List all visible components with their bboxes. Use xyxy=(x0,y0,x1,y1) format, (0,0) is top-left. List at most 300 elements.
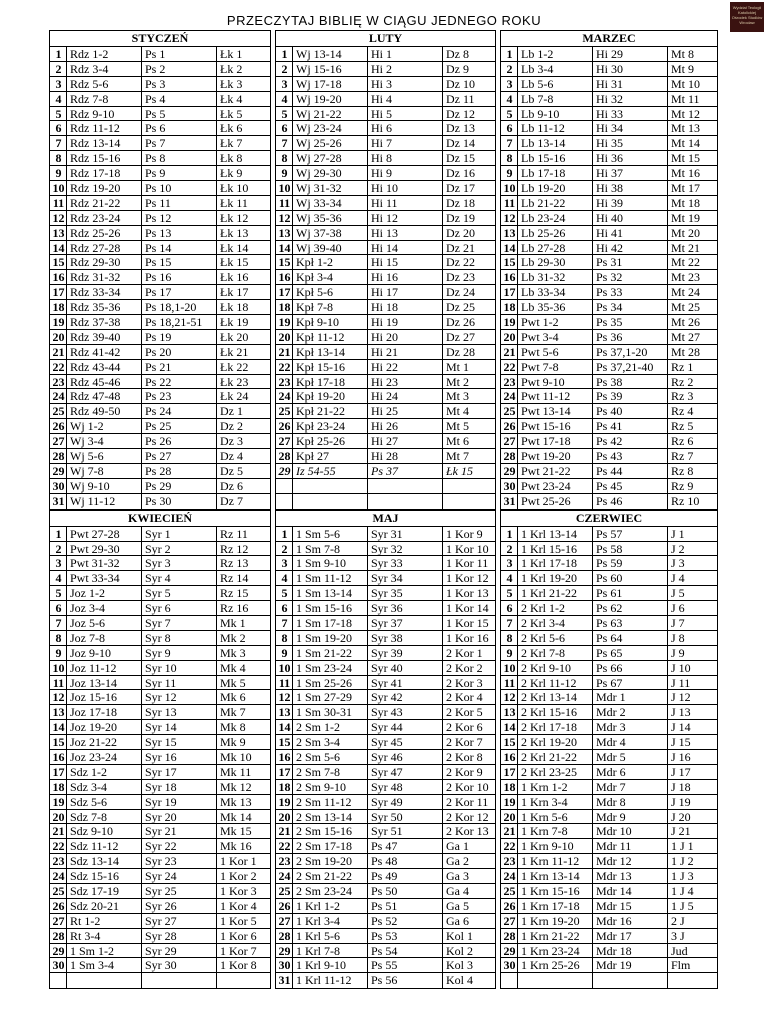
quarter-block xyxy=(49,30,718,510)
reading-psalm: Syr 46 xyxy=(368,750,443,764)
table-row xyxy=(50,211,270,226)
reading-psalm: Ps 58 xyxy=(593,542,668,556)
reading-ot: 1 Sm 25-26 xyxy=(293,676,368,690)
reading-nt: Rz 13 xyxy=(220,556,249,571)
reading-psalm: Mdr 16 xyxy=(593,914,668,928)
reading-ot: Rt 3-4 xyxy=(67,929,142,943)
reading-psalm: Mdr 5 xyxy=(593,750,668,764)
reading-ot: 1 Krn 9-10 xyxy=(518,839,593,853)
reading-ot: Wj 19-20 xyxy=(293,92,368,106)
table-row xyxy=(276,571,495,586)
table-row xyxy=(501,542,717,557)
reading-ot: Lb 11-12 xyxy=(518,121,593,135)
table-row xyxy=(50,375,270,390)
reading-psalm: Mdr 6 xyxy=(593,765,668,779)
reading-psalm: Syr 5 xyxy=(142,586,217,600)
day-number: 4 xyxy=(276,571,293,585)
table-row xyxy=(501,270,717,285)
reading-ot: Joz 7-8 xyxy=(67,631,142,645)
reading-nt: Dz 21 xyxy=(446,240,475,255)
day-number: 25 xyxy=(276,884,293,898)
table-row xyxy=(276,241,495,256)
reading-psalm: Syr 13 xyxy=(142,705,217,719)
reading-nt: Rz 3 xyxy=(671,389,694,404)
table-row xyxy=(50,542,270,557)
table-row xyxy=(276,958,495,973)
table-row xyxy=(501,300,717,315)
reading-nt: Mk 12 xyxy=(220,779,252,794)
reading-psalm: Ps 35 xyxy=(593,315,668,329)
table-row xyxy=(276,914,495,929)
table-row xyxy=(50,735,270,750)
table-row xyxy=(50,720,270,735)
reading-ot: Lb 33-34 xyxy=(518,285,593,299)
reading-nt: Dz 8 xyxy=(446,47,469,61)
day-number xyxy=(276,479,293,493)
reading-ot: 1 Krn 3-4 xyxy=(518,795,593,809)
day-number: 12 xyxy=(501,690,518,704)
reading-nt: Dz 19 xyxy=(446,210,475,225)
reading-ot: Rdz 39-40 xyxy=(67,330,142,344)
reading-ot: Sdz 15-16 xyxy=(67,869,142,883)
reading-ot: Wj 25-26 xyxy=(293,136,368,150)
day-number: 13 xyxy=(276,705,293,719)
reading-ot: 1 Krl 7-8 xyxy=(293,944,368,958)
reading-nt: Łk 19 xyxy=(220,315,249,329)
day-number: 12 xyxy=(501,211,518,225)
day-number: 19 xyxy=(50,795,67,809)
reading-nt: Dz 25 xyxy=(446,300,475,315)
table-row xyxy=(50,661,270,676)
reading-ot: Kpł 19-20 xyxy=(293,389,368,403)
table-row xyxy=(50,449,270,464)
reading-nt: Mt 21 xyxy=(671,240,701,255)
reading-ot: Rdz 31-32 xyxy=(67,270,142,284)
reading-nt: Dz 16 xyxy=(446,166,475,181)
day-number: 24 xyxy=(276,389,293,403)
table-row xyxy=(50,151,270,166)
day-number: 14 xyxy=(50,720,67,734)
reading-ot: Kpł 27 xyxy=(293,449,368,463)
table-row xyxy=(50,434,270,449)
reading-nt: 2 Kor 2 xyxy=(446,660,483,675)
reading-psalm xyxy=(368,479,443,493)
month-name: MARZEC xyxy=(501,31,717,47)
reading-nt: Flm xyxy=(671,958,691,973)
day-number: 6 xyxy=(276,121,293,135)
reading-psalm: Hi 22 xyxy=(368,360,443,374)
table-row xyxy=(50,944,270,959)
reading-psalm: Ps 3 xyxy=(142,77,217,91)
reading-psalm: Syr 38 xyxy=(368,631,443,645)
reading-ot: 1 Sm 30-31 xyxy=(293,705,368,719)
table-row xyxy=(276,330,495,345)
reading-psalm: Ps 19 xyxy=(142,330,217,344)
reading-ot: Rdz 47-48 xyxy=(67,389,142,403)
reading-ot: Sdz 20-21 xyxy=(67,899,142,913)
table-row xyxy=(501,479,717,494)
reading-ot: Pwt 27-28 xyxy=(67,527,142,541)
reading-nt: J 7 xyxy=(671,615,685,630)
day-number: 23 xyxy=(276,854,293,868)
reading-ot: Joz 5-6 xyxy=(67,616,142,630)
reading-psalm: Ps 59 xyxy=(593,556,668,570)
reading-psalm: Ps 20 xyxy=(142,345,217,359)
reading-psalm: Ps 7 xyxy=(142,136,217,150)
reading-psalm: Ps 32 xyxy=(593,270,668,284)
reading-nt: Mt 6 xyxy=(446,434,470,449)
day-number: 12 xyxy=(276,211,293,225)
table-row xyxy=(276,404,495,419)
reading-nt: Rz 7 xyxy=(671,449,694,463)
reading-psalm: Ps 60 xyxy=(593,571,668,585)
reading-psalm: Syr 24 xyxy=(142,869,217,883)
table-row xyxy=(50,181,270,196)
table-row xyxy=(50,121,270,136)
reading-nt: Ga 2 xyxy=(446,854,469,869)
day-number: 24 xyxy=(276,869,293,883)
table-row xyxy=(276,735,495,750)
reading-ot: 1 Sm 13-14 xyxy=(293,586,368,600)
reading-nt: 1 Kor 9 xyxy=(446,526,483,541)
reading-psalm: Mdr 10 xyxy=(593,824,668,838)
reading-nt: Mk 2 xyxy=(220,630,246,645)
reading-psalm: Ps 51 xyxy=(368,899,443,913)
reading-psalm: Syr 21 xyxy=(142,824,217,838)
day-number: 7 xyxy=(276,616,293,630)
reading-ot: Wj 11-12 xyxy=(67,494,142,509)
reading-ot: Pwt 29-30 xyxy=(67,542,142,556)
reading-psalm: Ps 47 xyxy=(368,839,443,853)
reading-psalm: Hi 3 xyxy=(368,77,443,91)
reading-psalm: Hi 26 xyxy=(368,419,443,433)
table-row xyxy=(50,404,270,419)
reading-psalm: Ps 57 xyxy=(593,527,668,541)
table-row xyxy=(50,750,270,765)
reading-psalm: Syr 14 xyxy=(142,720,217,734)
month-table xyxy=(49,510,271,990)
reading-nt: Mk 3 xyxy=(220,645,246,660)
table-row xyxy=(501,839,717,854)
reading-nt: J 1 xyxy=(671,526,685,541)
day-number: 3 xyxy=(501,556,518,570)
reading-nt: J 3 xyxy=(671,556,685,571)
day-number: 17 xyxy=(501,765,518,779)
reading-psalm: Ps 50 xyxy=(368,884,443,898)
reading-psalm: Syr 11 xyxy=(142,676,217,690)
reading-nt: Mt 20 xyxy=(671,225,701,240)
reading-psalm: Ps 22 xyxy=(142,375,217,389)
table-row xyxy=(276,285,495,300)
reading-nt: Mt 23 xyxy=(671,270,701,285)
reading-psalm: Syr 8 xyxy=(142,631,217,645)
table-row xyxy=(276,92,495,107)
reading-nt: Kol 4 xyxy=(446,973,473,988)
table-row xyxy=(276,136,495,151)
day-number: 29 xyxy=(501,944,518,958)
reading-nt: Mt 15 xyxy=(671,151,701,166)
table-row xyxy=(501,121,717,136)
reading-plan-table xyxy=(49,30,718,989)
day-number: 25 xyxy=(276,404,293,418)
reading-ot: Sdz 11-12 xyxy=(67,839,142,853)
reading-ot: Wj 7-8 xyxy=(67,464,142,478)
reading-psalm: Syr 47 xyxy=(368,765,443,779)
reading-ot: Kpł 7-8 xyxy=(293,300,368,314)
month-name: LUTY xyxy=(276,31,495,47)
reading-nt: 2 Kor 5 xyxy=(446,705,483,720)
reading-psalm: Hi 11 xyxy=(368,196,443,210)
reading-ot: 1 Krn 11-12 xyxy=(518,854,593,868)
day-number: 19 xyxy=(50,315,67,329)
table-row xyxy=(501,211,717,226)
reading-psalm: Ps 6 xyxy=(142,121,217,135)
table-row xyxy=(50,810,270,825)
reading-ot: Joz 17-18 xyxy=(67,705,142,719)
table-row xyxy=(276,360,495,375)
day-number: 19 xyxy=(276,795,293,809)
table-row xyxy=(50,586,270,601)
reading-ot: Kpł 3-4 xyxy=(293,270,368,284)
table-row xyxy=(501,360,717,375)
reading-psalm: Ps 36 xyxy=(593,330,668,344)
reading-ot xyxy=(293,494,368,509)
day-number: 29 xyxy=(276,944,293,958)
table-row xyxy=(50,464,270,479)
reading-ot: 1 Sm 19-20 xyxy=(293,631,368,645)
reading-psalm: Syr 30 xyxy=(142,958,217,972)
reading-nt: 1 Kor 10 xyxy=(446,541,489,556)
reading-ot: 2 Sm 19-20 xyxy=(293,854,368,868)
table-row xyxy=(501,330,717,345)
reading-nt: Łk 4 xyxy=(220,91,243,106)
day-number: 28 xyxy=(501,929,518,943)
table-row xyxy=(276,854,495,869)
table-row xyxy=(276,226,495,241)
reading-nt: Mt 27 xyxy=(671,329,701,344)
reading-ot: 1 Krn 7-8 xyxy=(518,824,593,838)
reading-psalm: Hi 5 xyxy=(368,107,443,121)
reading-psalm: Ps 34 xyxy=(593,300,668,314)
reading-ot: Wj 13-14 xyxy=(293,47,368,61)
reading-ot: Sdz 9-10 xyxy=(67,824,142,838)
reading-ot: Kpł 21-22 xyxy=(293,404,368,418)
reading-psalm: Ps 13 xyxy=(142,226,217,240)
day-number: 21 xyxy=(276,345,293,359)
table-row xyxy=(50,556,270,571)
reading-nt: 1 Kor 3 xyxy=(220,883,257,898)
reading-nt: Mt 16 xyxy=(671,166,701,181)
reading-nt: 2 Kor 10 xyxy=(446,779,489,794)
reading-ot: Pwt 21-22 xyxy=(518,464,593,478)
reading-nt: Mk 11 xyxy=(220,764,252,779)
reading-ot: Joz 23-24 xyxy=(67,750,142,764)
table-row xyxy=(50,360,270,375)
table-row xyxy=(501,181,717,196)
day-number: 13 xyxy=(501,226,518,240)
day-number: 24 xyxy=(501,869,518,883)
reading-nt: Rz 16 xyxy=(220,601,249,615)
reading-ot: Rdz 43-44 xyxy=(67,360,142,374)
month-table xyxy=(500,30,718,510)
reading-ot: 1 Sm 7-8 xyxy=(293,542,368,556)
reading-nt: J 18 xyxy=(671,779,691,794)
day-number: 7 xyxy=(276,136,293,150)
institution-logo xyxy=(730,2,764,32)
day-number: 14 xyxy=(501,720,518,734)
table-row xyxy=(501,884,717,899)
day-number: 27 xyxy=(276,914,293,928)
day-number: 13 xyxy=(50,226,67,240)
table-row xyxy=(501,810,717,825)
table-row xyxy=(50,270,270,285)
table-row xyxy=(276,527,495,542)
reading-ot: 1 Krl 3-4 xyxy=(293,914,368,928)
day-number: 1 xyxy=(50,47,67,61)
day-number: 22 xyxy=(50,839,67,853)
reading-psalm: Hi 6 xyxy=(368,121,443,135)
reading-psalm: Syr 43 xyxy=(368,705,443,719)
reading-ot: 1 Krl 13-14 xyxy=(518,527,593,541)
day-number: 12 xyxy=(50,690,67,704)
reading-ot: Lb 19-20 xyxy=(518,181,593,195)
reading-psalm: Hi 16 xyxy=(368,270,443,284)
reading-psalm: Ps 43 xyxy=(593,449,668,463)
table-row xyxy=(276,494,495,509)
reading-psalm: Ps 63 xyxy=(593,616,668,630)
day-number: 28 xyxy=(276,449,293,463)
table-row xyxy=(276,419,495,434)
table-row xyxy=(276,631,495,646)
day-number: 3 xyxy=(50,77,67,91)
reading-nt: Łk 21 xyxy=(220,344,249,359)
reading-ot: Rdz 37-38 xyxy=(67,315,142,329)
reading-ot xyxy=(518,973,593,988)
reading-psalm: Ps 55 xyxy=(368,958,443,972)
reading-ot: 1 Krl 17-18 xyxy=(518,556,593,570)
reading-ot: 1 Krn 19-20 xyxy=(518,914,593,928)
reading-psalm xyxy=(142,973,217,988)
reading-nt: 1 J 3 xyxy=(671,869,694,883)
reading-ot: 1 Sm 1-2 xyxy=(67,944,142,958)
reading-ot: Kpł 15-16 xyxy=(293,360,368,374)
reading-psalm: Ps 18,1-20 xyxy=(142,300,217,314)
day-number: 30 xyxy=(50,958,67,972)
day-number: 9 xyxy=(501,646,518,660)
table-row xyxy=(501,47,717,62)
reading-psalm: Ps 33 xyxy=(593,285,668,299)
reading-ot: 1 Krn 13-14 xyxy=(518,869,593,883)
table-row xyxy=(50,92,270,107)
reading-psalm: Ps 53 xyxy=(368,929,443,943)
day-number: 20 xyxy=(276,330,293,344)
reading-psalm: Hi 15 xyxy=(368,255,443,269)
table-row xyxy=(276,705,495,720)
table-row xyxy=(50,601,270,616)
reading-nt: 1 J 1 xyxy=(671,839,694,854)
reading-ot: Sdz 17-19 xyxy=(67,884,142,898)
reading-ot: Joz 9-10 xyxy=(67,646,142,660)
reading-ot: 2 Sm 21-22 xyxy=(293,869,368,883)
reading-nt: 2 Kor 12 xyxy=(446,809,489,824)
reading-psalm: Ps 38 xyxy=(593,375,668,389)
reading-ot: 2 Sm 13-14 xyxy=(293,810,368,824)
table-row xyxy=(50,300,270,315)
table-row xyxy=(276,255,495,270)
reading-psalm xyxy=(368,494,443,509)
table-row xyxy=(276,795,495,810)
table-row xyxy=(276,151,495,166)
reading-nt: Rz 14 xyxy=(220,571,249,586)
reading-psalm: Syr 18 xyxy=(142,780,217,794)
reading-ot: 2 Krl 5-6 xyxy=(518,631,593,645)
reading-nt: Łk 11 xyxy=(220,195,248,210)
day-number: 12 xyxy=(50,211,67,225)
table-row xyxy=(50,479,270,494)
table-row xyxy=(276,765,495,780)
day-number: 7 xyxy=(501,616,518,630)
reading-psalm: Hi 8 xyxy=(368,151,443,165)
reading-ot: 1 Krn 1-2 xyxy=(518,780,593,794)
reading-nt: J 4 xyxy=(671,571,685,586)
reading-nt: J 13 xyxy=(671,705,691,720)
reading-nt: Dz 2 xyxy=(220,419,243,434)
reading-psalm: Syr 42 xyxy=(368,690,443,704)
reading-ot: Joz 11-12 xyxy=(67,661,142,675)
day-number: 25 xyxy=(501,884,518,898)
reading-ot: Rdz 21-22 xyxy=(67,196,142,210)
table-row xyxy=(276,315,495,330)
reading-ot: 1 Krl 21-22 xyxy=(518,586,593,600)
day-number: 27 xyxy=(50,914,67,928)
reading-ot: Lb 31-32 xyxy=(518,270,593,284)
day-number: 16 xyxy=(501,270,518,284)
table-row xyxy=(501,196,717,211)
month-table xyxy=(275,30,496,510)
reading-nt: Łk 2 xyxy=(220,61,243,76)
reading-psalm: Ps 61 xyxy=(593,586,668,600)
reading-psalm: Hi 2 xyxy=(368,62,443,76)
reading-psalm: Syr 23 xyxy=(142,854,217,868)
day-number: 15 xyxy=(501,735,518,749)
reading-psalm: Hi 9 xyxy=(368,166,443,180)
reading-psalm: Mdr 18 xyxy=(593,944,668,958)
day-number: 14 xyxy=(276,241,293,255)
reading-psalm: Ps 40 xyxy=(593,404,668,418)
day-number: 17 xyxy=(276,765,293,779)
reading-ot: Lb 23-24 xyxy=(518,211,593,225)
day-number: 26 xyxy=(276,419,293,433)
reading-ot: 2 Krl 23-25 xyxy=(518,765,593,779)
table-row xyxy=(276,869,495,884)
reading-nt: Mk 1 xyxy=(220,615,246,630)
table-row xyxy=(501,404,717,419)
table-row xyxy=(501,345,717,360)
reading-psalm: Ps 56 xyxy=(368,973,443,988)
reading-psalm: Ps 21 xyxy=(142,360,217,374)
reading-nt: Łk 9 xyxy=(220,166,243,181)
reading-nt: Mt 4 xyxy=(446,404,470,419)
table-row xyxy=(50,690,270,705)
reading-nt: Mt 18 xyxy=(671,195,701,210)
table-row xyxy=(50,241,270,256)
day-number: 26 xyxy=(50,419,67,433)
reading-psalm: Mdr 4 xyxy=(593,735,668,749)
reading-nt: J 19 xyxy=(671,794,691,809)
reading-ot: Pwt 9-10 xyxy=(518,375,593,389)
reading-psalm: Hi 20 xyxy=(368,330,443,344)
day-number: 26 xyxy=(276,899,293,913)
